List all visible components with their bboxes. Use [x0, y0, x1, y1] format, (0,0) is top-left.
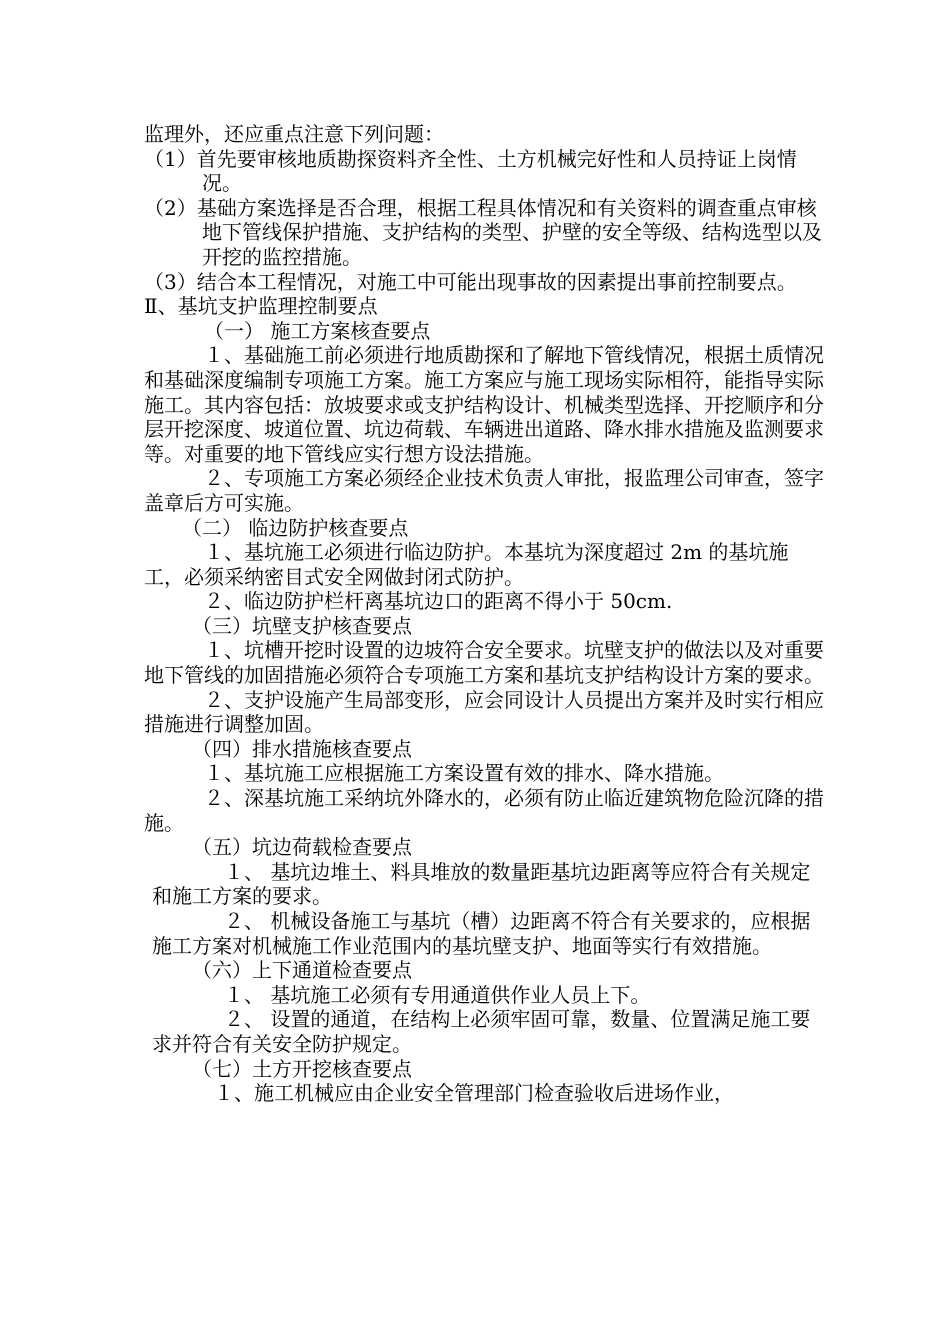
paragraph-6-2: ２、 设置的通道，在结构上必须牢固可靠，数量、位置满足施工要求并符合有关安全防护规定。 [152, 1007, 811, 1056]
subsection-heading-3: （三）坑壁支护核查要点 [192, 613, 412, 638]
paragraph-3-1: １、坑槽开挖时设置的边坡符合安全要求。坑壁支护的做法以及对重要地下管线的加固措施必须符合专项施工方案和基坑支护结构设计方案的要求。 [144, 638, 824, 688]
subsection-heading-2: （二） 临边防护核查要点 [182, 515, 409, 540]
paragraph-intro: 监理外，还应重点注意下列问题： [144, 122, 444, 146]
paragraph-7-1: １、施工机械应由企业安全管理部门检查验收后进场作业， [214, 1081, 734, 1106]
paragraph-1-1: １、基础施工前必须进行地质勘探和了解地下管线情况，根据土质情况和基础深度编制专项施工方案。施工方案应与施工现场实际相符，能指导实际施工。其内容包括：放坡要求或支护结构设计、机械类型选择、开挖顺序和分层开挖深度、坡道位置、坑边荷载、车辆进出道路、降水排水措施及监测要求等。对重要的地下管线应实行想方设法措施。 [144, 343, 824, 466]
list-item-2: （2）基础方案选择是否合理，根据工程具体情况和有关资料的调查重点审核地下管线保护措施、支护结构的类型、护壁的安全等级、结构选型以及开挖的监控措施。 [144, 195, 822, 269]
paragraph-6-1: １、 基坑施工必须有专用通道供作业人员上下。 [224, 982, 651, 1007]
subsection-heading-6: （六）上下通道检查要点 [192, 958, 412, 983]
paragraph-2-1: １、基坑施工必须进行临边防护。本基坑为深度超过 2m 的基坑施工，必须采纳密目式安全网做封闭式防护。 [144, 540, 789, 589]
paragraph-5-1: １、 基坑边堆土、料具堆放的数量距基坑边距离等应符合有关规定和施工方案的要求。 [152, 859, 811, 909]
subsection-heading-4: （四）排水措施核查要点 [192, 736, 412, 761]
paragraph-4-1: １、基坑施工应根据施工方案设置有效的排水、降水措施。 [204, 761, 724, 786]
document-body [144, 122, 824, 1106]
paragraph-3-2: ２、支护设施产生局部变形，应会同设计人员提出方案并及时实行相应措施进行调整加固。 [144, 687, 824, 737]
subsection-heading-1: （一） 施工方案核查要点 [204, 318, 431, 343]
list-item-1: （1）首先要审核地质勘探资料齐全性、土方机械完好性和人员持证上岗情况。 [144, 146, 797, 196]
paragraph-5-2: ２、 机械设备施工与基坑（槽）边距离不符合有关要求的，应根据施工方案对机械施工作业范围内的基坑壁支护、地面等实行有效措施。 [152, 909, 811, 958]
section-heading: Ⅱ、基坑支护监理控制要点 [144, 294, 378, 319]
subsection-heading-7: （七）土方开挖核查要点 [192, 1056, 412, 1081]
list-item-3: （3）结合本工程情况，对施工中可能出现事故的因素提出事前控制要点。 [144, 269, 797, 294]
paragraph-2-2: ２、临边防护栏杆离基坑边口的距离不得小于 50cm. [204, 589, 673, 614]
subsection-heading-5: （五）坑边荷载检查要点 [192, 835, 412, 860]
paragraph-1-2: ２、专项施工方案必须经企业技术负责人审批，报监理公司审查，签字盖章后方可实施。 [144, 466, 824, 515]
paragraph-4-2: ２、深基坑施工采纳坑外降水的，必须有防止临近建筑物危险沉降的措施。 [144, 786, 824, 835]
